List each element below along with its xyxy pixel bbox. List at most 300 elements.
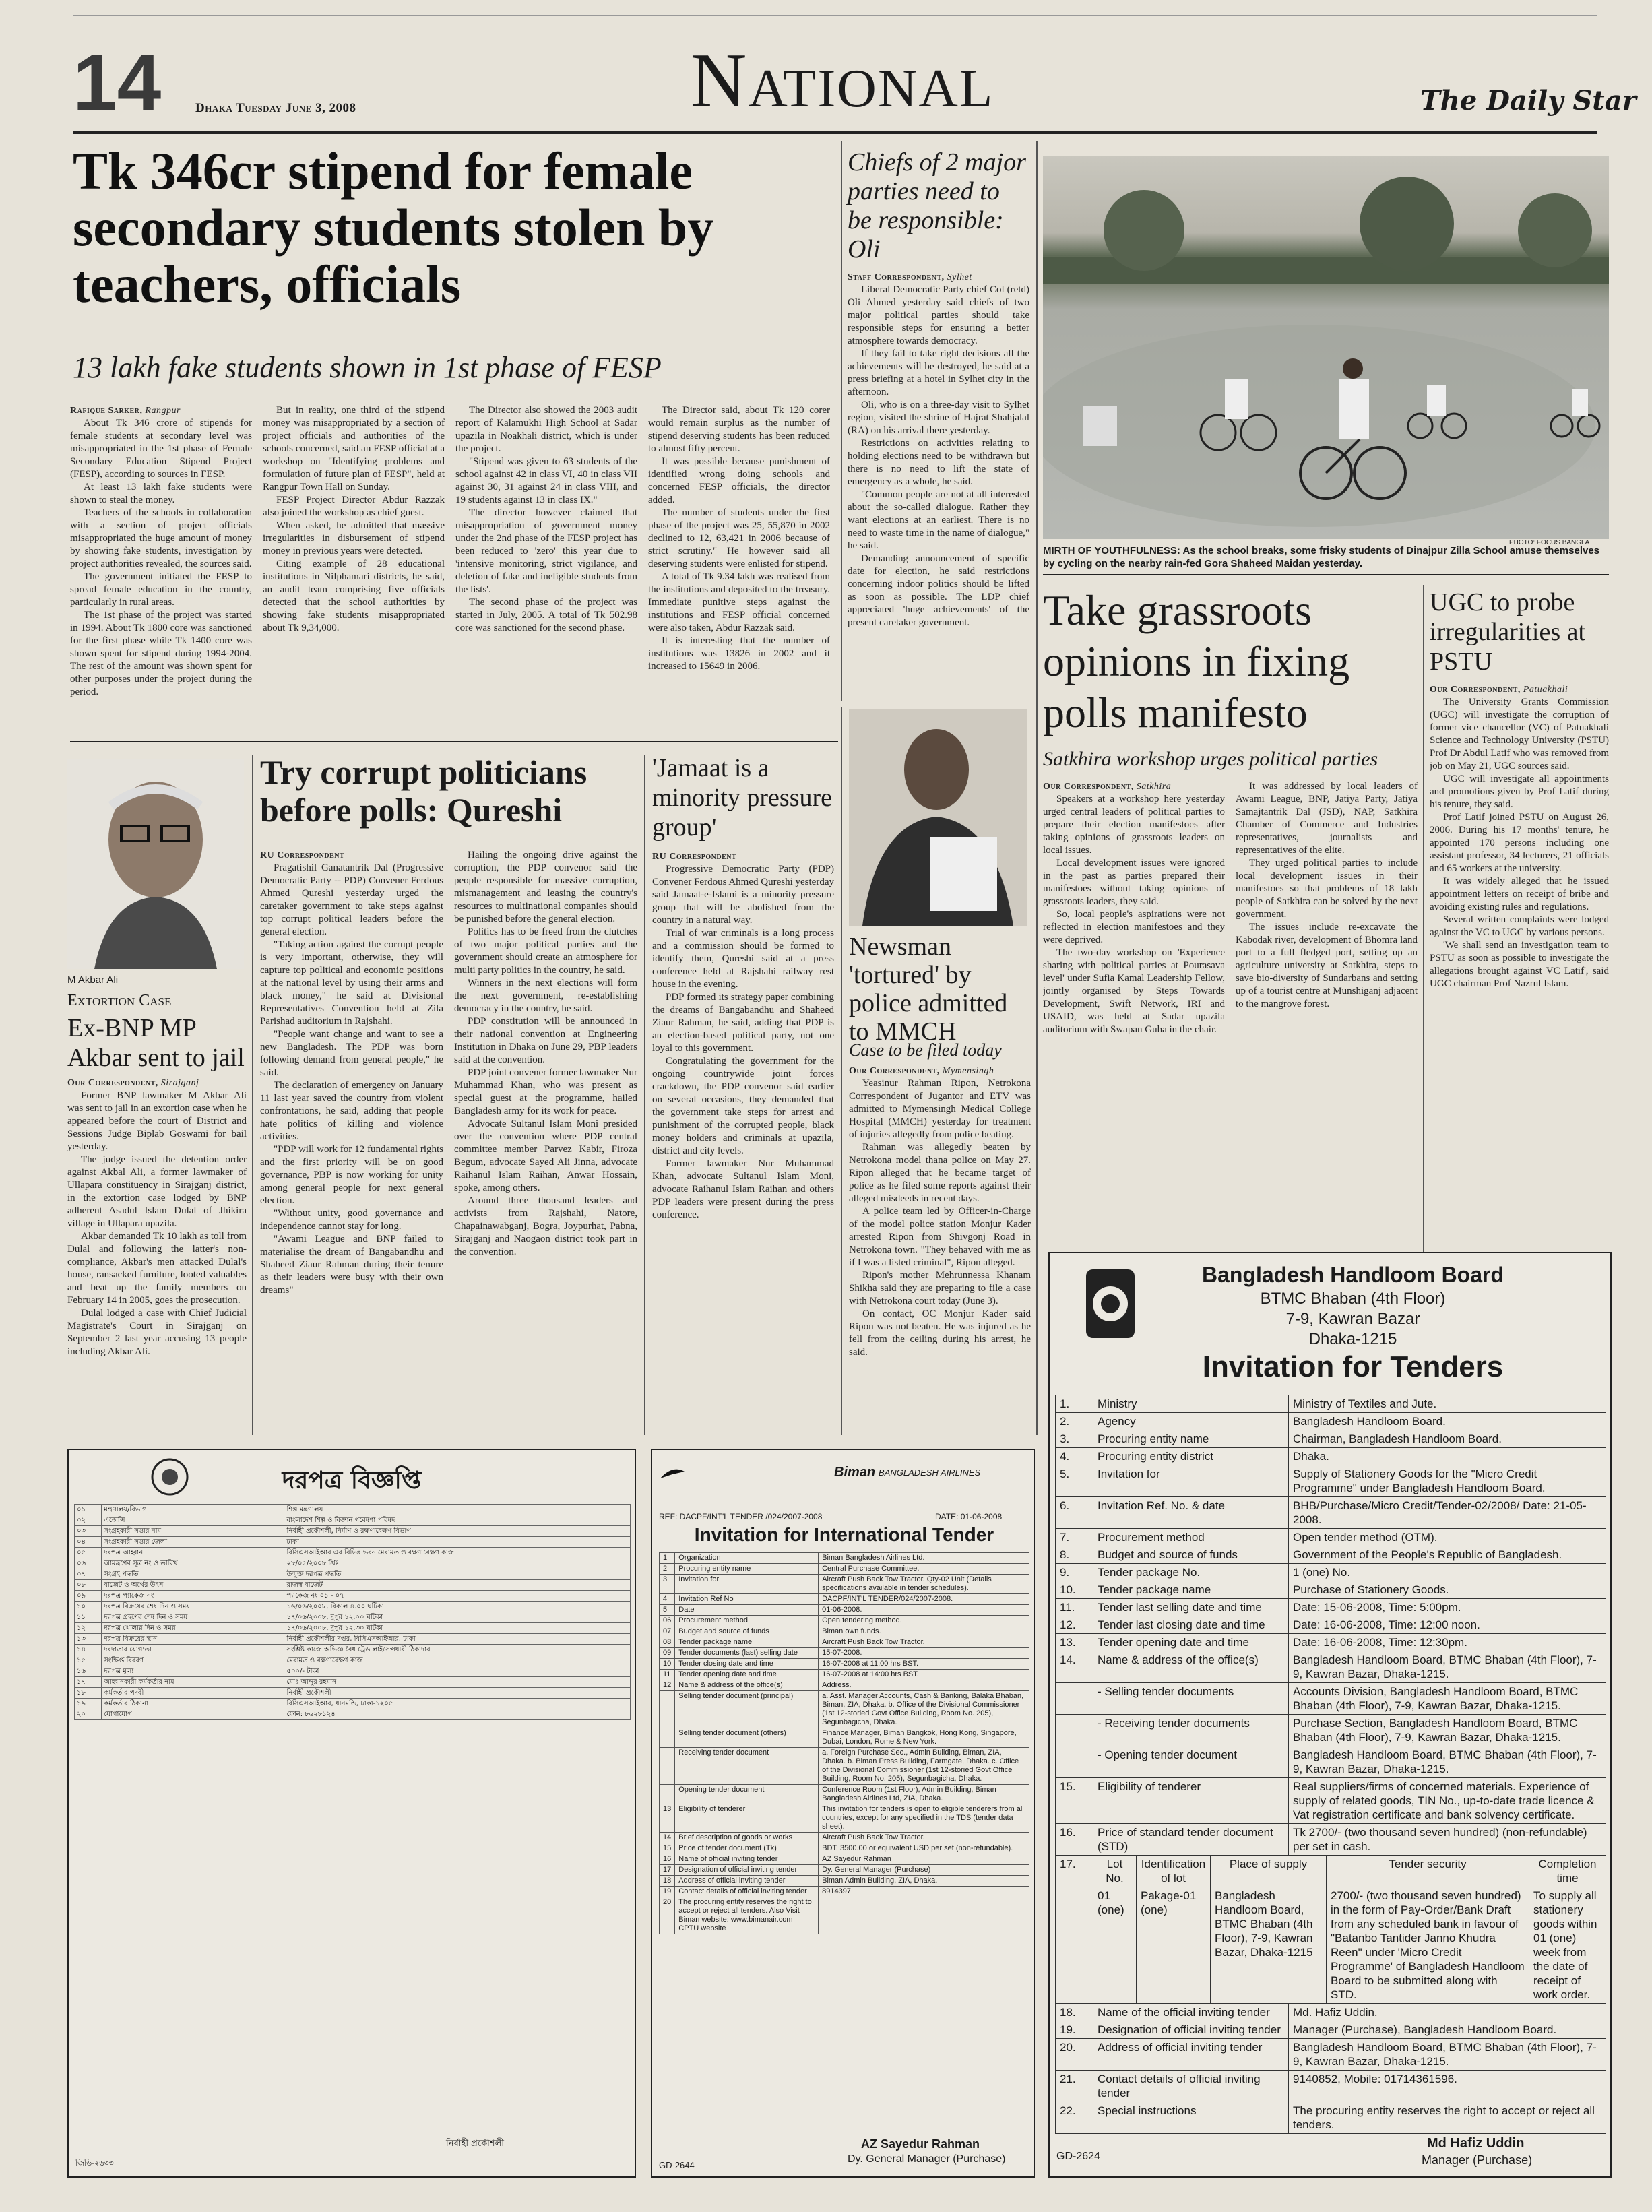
lot-cell: To supply all stationery goods within 01 (one) week from the date of receipt of work order. [1529, 1887, 1606, 2004]
para: PDP joint convener former lawmaker Nur Muhammad Khan, who was present as special guest at the programme, hailed Bangladesh army for its work for peace. [454, 1067, 637, 1116]
table-row [75, 1591, 631, 1602]
table-row [660, 1887, 1029, 1897]
table-cell: ১৫ [75, 1655, 102, 1666]
bhb-code: GD-2624 [1056, 2151, 1100, 2162]
para: The 1st phase of the project was started in 1994. About Tk 1800 core was sanctioned for the first phase while Tk 1400 core was shown spent for stipend during 1994-2004. The rest of the amount was shown spent for other purposes under the project during the period. [70, 610, 252, 697]
table-cell: Invitation Ref. No. & date [1093, 1497, 1289, 1529]
table-cell: সংগ্রহ পদ্ধতি [102, 1569, 284, 1580]
table-cell: মেরামত ও রক্ষণাবেক্ষণ কাজ [284, 1655, 631, 1666]
para: Speakers at a workshop here yesterday urged central leaders of political parties to prepare their election manifestoes after taking opinions of grassroots leaders on local issues. [1043, 794, 1225, 856]
bhb-addr-2: 7-9, Kawran Bazar [1285, 1310, 1420, 1328]
akbar-kicker: Extortion Case [67, 992, 172, 1009]
table-cell: Ministry [1093, 1395, 1289, 1413]
table-cell: ১২ [75, 1623, 102, 1634]
table-cell [660, 1785, 675, 1804]
biman-brand: Biman [834, 1465, 876, 1480]
para: Rahman was allegedly beaten by Netrokona model thana police on May 27. Ripon alleged that he became target of police as he filed some reports against their alleged misdeeds in recent days. [849, 1142, 1031, 1204]
table-cell: 8914397 [819, 1887, 1029, 1897]
para: But in reality, one third of the stipend money was misappropriated by a section of project officials and authorities of the schools concerned, said an FESP official at a workshop on "Identifying problems and formulation of future plan of FESP", held at Rangpur Town Hall on Sunday. [263, 405, 445, 493]
table-cell: Purchase of Stationery Goods. [1289, 1581, 1606, 1599]
table-cell: - Opening tender document [1093, 1746, 1289, 1778]
lead-col-2 [263, 404, 445, 728]
table-row [75, 1645, 631, 1655]
table-row [660, 1897, 1029, 1934]
grassroots-col-2 [1236, 780, 1418, 1225]
table-cell: Date: 16-06-2008, Time: 12:30pm. [1289, 1634, 1606, 1651]
table-cell: Bangladesh Handloom Board, BTMC Bhaban (4th Floor), 7-9, Kawran Bazar, Dhaka-1215. [1289, 2039, 1606, 2071]
table-cell: Name & address of the office(s) [1093, 1651, 1289, 1683]
para: Politics has to be freed from the clutches of two major political parties and the government should create an atmosphere for multi party politics in the country, he said. [454, 926, 637, 976]
bhb-table [1055, 1395, 1606, 1856]
lot-head: Tender security [1327, 1856, 1529, 1887]
table-cell: 08 [660, 1637, 675, 1648]
bhb-title: Invitation for Tenders [1202, 1350, 1504, 1383]
table-cell: ০৫ [75, 1548, 102, 1558]
rule [1043, 574, 1609, 575]
table-cell: 16-07-2008 at 14:00 hrs BST. [819, 1670, 1029, 1680]
bhb-addr-1: BTMC Bhaban (4th Floor) [1260, 1290, 1446, 1308]
table-cell: - Selling tender documents [1093, 1683, 1289, 1715]
table-cell: 12 [660, 1680, 675, 1691]
table-row [660, 1833, 1029, 1843]
table-cell: ১৬ [75, 1666, 102, 1677]
para: A police team led by Officer-in-Charge of the model police station Monjur Kader arrested Ripon from Shivgonj Road in Netrokona town. "They behaved with me as if I was a listed criminal", Ripon alleged. [849, 1206, 1031, 1268]
para: Teachers of the schools in collaboration with a section of project officials misappropriated the huge amount of money by showing fake students, investigation by project authorities revealed, the sources said. [70, 507, 252, 569]
akbar-portrait [67, 759, 244, 969]
table-row [660, 1648, 1029, 1659]
table-cell: Selling tender document (principal) [675, 1691, 819, 1728]
table-cell: 20 [660, 1897, 675, 1934]
table-row [75, 1580, 631, 1591]
table-cell: বিসিএসআইআর এর বিভিন্ন ভবন মেরামত ও রক্ষণাবেক্ষণ কাজ [284, 1548, 631, 1558]
table-row [660, 1785, 1029, 1804]
table-cell: 1 (one) No. [1289, 1564, 1606, 1581]
table-row [1056, 1497, 1606, 1529]
table-cell: কর্মকর্তার পদবী [102, 1688, 284, 1699]
table-row [660, 1876, 1029, 1887]
table-cell: Chairman, Bangladesh Handloom Board. [1289, 1430, 1606, 1448]
cycling-photo-svg [1043, 156, 1609, 539]
table-cell: 15-07-2008. [819, 1648, 1029, 1659]
table-cell: AZ Sayedur Rahman [819, 1854, 1029, 1865]
table-cell: Brief description of goods or works [675, 1833, 819, 1843]
table-row [660, 1854, 1029, 1865]
table-cell: 11. [1056, 1599, 1093, 1616]
divider [841, 707, 842, 1435]
table-row [660, 1626, 1029, 1637]
biman-brand-2: BANGLADESH AIRLINES [879, 1467, 981, 1478]
divider [252, 755, 253, 1435]
para: "Without unity, good governance and independence cannot stay for long. [260, 1208, 443, 1232]
para: It was possible because punishment of identified wrong doing schools and concerned FESP officials, the director added. [648, 456, 830, 505]
table-row [1056, 1395, 1606, 1413]
table-cell [660, 1748, 675, 1785]
table-cell: দরদাতার যোগ্যতা [102, 1645, 284, 1655]
table-cell: 09 [660, 1648, 675, 1659]
table-cell: দরপত্র প্যাকেজ নং [102, 1591, 284, 1602]
divider [1036, 141, 1038, 1435]
dateline: Dhaka Tuesday June 3, 2008 [195, 101, 356, 115]
table-cell: ঢাকা [284, 1537, 631, 1548]
table-cell: ০৭ [75, 1569, 102, 1580]
akbar-byline: Our Correspondent, [67, 1078, 158, 1088]
para: Former lawmaker Nur Muhammad Khan, advocate Sultanul Islam Moni, advocate Raihanul Islam Raihan and others PDP leaders were present during the press conference. [652, 1158, 834, 1220]
table-cell: ১১ [75, 1612, 102, 1623]
table-row [660, 1748, 1029, 1785]
akbar-col [67, 1077, 247, 1434]
table-cell: Conference Room (1st Floor), Admin Building, Biman Bangladesh Airlines Ltd, ZIA, Dhaka. [819, 1785, 1029, 1804]
table-cell: নির্বাহী প্রকৌশলী [284, 1688, 631, 1699]
table-cell: Tender opening date and time [675, 1670, 819, 1680]
table-cell: এজেন্সি [102, 1515, 284, 1526]
table-row [1056, 1430, 1606, 1448]
table-cell: Biman Bangladesh Airlines Ltd. [819, 1553, 1029, 1564]
para: The judge issued the detention order against Akbal Ali, a former lawmaker of Ullapara constituency in Sirajganj district, in the extortion case lodged by BNP adherent Asadul Islam Dulal of Jhikira village in Ullapara upazila. [67, 1154, 247, 1229]
lot-cell: Pakage-01 (one) [1137, 1887, 1211, 2004]
table-row [1056, 2039, 1606, 2071]
table-row [660, 1616, 1029, 1626]
table-cell: Name of the official inviting tender [1093, 2004, 1289, 2021]
table-cell: 07 [660, 1626, 675, 1637]
grassroots-place: Satkhira [1136, 782, 1172, 792]
table-cell: Eligibility of tenderer [1093, 1778, 1289, 1824]
table-cell: দরপত্র বিক্রয়ের স্থান [102, 1634, 284, 1645]
table-row [75, 1548, 631, 1558]
lot-cell: 2700/- (two thousand seven hundred) in the form of Pay-Order/Bank Draft from any scheduled bank in favour of "Batanbo Tantider Janno Khudra Reen" under 'Micro Credit Programme' of Bangladesh Handloom Board to be submitted along with STD. [1327, 1887, 1529, 2004]
table-cell: Finance Manager, Biman Bangkok, Hong Kong, Singapore, Dubai, London, Rome & New York. [819, 1728, 1029, 1748]
table-cell: Budget and source of funds [1093, 1546, 1289, 1564]
table-cell: Address. [819, 1680, 1029, 1691]
page-number: 14 [73, 38, 162, 127]
table-cell: 9140852, Mobile: 01714361596. [1289, 2071, 1606, 2102]
para: When asked, he admitted that massive irregularities in disbursement of stipend money in previous years were detected. [263, 520, 445, 557]
qureshi-col-1 [260, 849, 443, 1435]
para: Akbar demanded Tk 10 lakh as toll from Dulal and following the latter's non-compliance, Akbar's men attacked Dulal's house, ransacked furniture, looted valuables and beat up the family members on February 14 in 2005, goes the prosecution. [67, 1231, 247, 1306]
table-cell: 2. [1056, 1413, 1093, 1430]
qureshi-col-2 [454, 849, 637, 1435]
table-cell: Designation of official inviting tender [1093, 2021, 1289, 2039]
jamaat-col [652, 850, 834, 1435]
ugc-byline: Our Correspondent, [1430, 685, 1521, 695]
table-cell: 22. [1056, 2102, 1093, 2134]
bhb-addr-3: Dhaka-1215 [1308, 1330, 1397, 1348]
table-row [1056, 2004, 1606, 2021]
table-cell: 2 [660, 1564, 675, 1575]
table-cell: মোঃ আব্দুর রহমান [284, 1677, 631, 1688]
table-cell: দরপত্র বিক্রয়ের শেষ দিন ও সময় [102, 1602, 284, 1612]
table-cell: ১৪ [75, 1645, 102, 1655]
table-cell: 10 [660, 1659, 675, 1670]
para: The Director said, about Tk 120 corer would remain surplus as the number of stipend deserving students has been reduced to almost fifty percent. [648, 405, 830, 454]
biman-ref: REF: DACPF/INT'L TENDER /024/2007-2008 [659, 1512, 823, 1521]
lot-head: Identification of lot [1137, 1856, 1211, 1887]
table-cell [1056, 1683, 1093, 1715]
table-cell: Bangladesh Handloom Board, BTMC Bhaban (4th Floor), 7-9, Kawran Bazar, Dhaka-1215. [1289, 1651, 1606, 1683]
biman-tender-table [659, 1552, 1029, 1934]
table-cell: 16-07-2008 at 11:00 hrs BST. [819, 1659, 1029, 1670]
table-cell: সংগ্রহকারী সত্তার জেলা [102, 1537, 284, 1548]
table-cell [819, 1897, 1029, 1934]
table-row [1056, 2102, 1606, 2134]
jamaat-headline: 'Jamaat is a minority pressure group' [652, 754, 833, 842]
table-cell: Price of tender document (Tk) [675, 1843, 819, 1854]
para: Advocate Sultanul Islam Moni presided over the convention where PDP central committee member Parvez Kabir, Firoza Begum, advocate Sayed Ali Jinna, advocate Raihanul Islam Raihan, Anwar Hossain, spoke, among others. [454, 1118, 637, 1193]
table-cell: Budget and source of funds [675, 1626, 819, 1637]
table-cell: ২০ [75, 1709, 102, 1720]
table-row [660, 1605, 1029, 1616]
bangla-code: জিডি-২৬৩৩ [75, 2159, 114, 2168]
table-cell: বাংলাদেশ শিল্প ও বিজ্ঞান গবেষণা পরিষদ [284, 1515, 631, 1526]
biman-code: GD-2644 [659, 2160, 695, 2170]
table-row [660, 1865, 1029, 1876]
table-cell: দরপত্র আহ্বান [102, 1548, 284, 1558]
table-cell: ১৯ [75, 1699, 102, 1709]
table-cell: ০১ [75, 1505, 102, 1515]
table-cell: Manager (Purchase), Bangladesh Handloom Board. [1289, 2021, 1606, 2039]
table-row [1056, 1651, 1606, 1683]
biman-date: DATE: 01-06-2008 [935, 1512, 1003, 1521]
biman-sign-desig: Dy. General Manager (Purchase) [848, 2153, 1006, 2165]
para: "People want change and want to see a new Bangladesh. The PDP was born following demand from general people," he said. [260, 1029, 443, 1078]
para: The declaration of emergency on January 11 last year saved the country from violent confrontations, he said, adding that people hate politics of killing and violence activities. [260, 1080, 443, 1142]
para: The director however claimed that misappropriation of government money under the 2nd phase of the FESP project has been reduced to 'zero' this year due to 'intensive monitoring, strict vigilance, and deletion of fake and ineligible students from the lists'. [455, 507, 637, 595]
para: The two-day workshop on 'Experience sharing with political parties at Pourasava level' under Sufia Kamal Leadership Fellow, jointly organised by Steps Towards Development, Swift Network, IRI and USAID, was held at Sadar upazila auditorium with Swapan Guha in the chair. [1043, 947, 1225, 1035]
table-cell: কর্মকর্তার ঠিকানা [102, 1699, 284, 1709]
table-cell: Tender package No. [1093, 1564, 1289, 1581]
lot-cell: 01 (one) [1093, 1887, 1137, 2004]
table-cell: 19. [1056, 2021, 1093, 2039]
table-row [1056, 1746, 1606, 1778]
table-cell: 20. [1056, 2039, 1093, 2071]
cyclist-figure [1083, 406, 1117, 446]
lead-col-4 [648, 404, 830, 728]
table-cell: নির্বাহী প্রকৌশলী, নির্মাণ ও রক্ষণাবেক্ষণ বিভাগ [284, 1526, 631, 1537]
table-cell: ২৮/০৫/২০০৮ খ্রিঃ [284, 1558, 631, 1569]
table-cell: দরপত্র গ্রহণের শেষ দিন ও সময় [102, 1612, 284, 1623]
para: Hailing the ongoing drive against the corruption, the PDP convenor said the people responsible for massive corruption, mismanagement and leasing the country's resources to multinational companies should be punished before the general election. [454, 850, 637, 924]
para: On contact, OC Monjur Kader said Ripon was not beaten. He was injured as he fell from the ceiling during his arrest, he said. [849, 1308, 1031, 1358]
para: If they fail to take right decisions all the achievements will be destroyed, he said at a press briefing at a hotel in Sylhet city in the afternoon. [848, 348, 1029, 398]
table-cell: 1 [660, 1553, 675, 1564]
newsman-photo [849, 709, 1027, 926]
table-cell: Procuring entity name [1093, 1430, 1289, 1448]
table-cell: 14. [1056, 1651, 1093, 1683]
bangla-tender-table [74, 1504, 631, 1720]
table-row [75, 1505, 631, 1515]
para: Pragatishil Ganatantrik Dal (Progressive Democratic Party -- PDP) Convener Ferdous Ahmed Qureshi yesterday urged the caretaker government to take steps against top corrupt political leaders before the general election. [260, 862, 443, 937]
table-cell: Bangladesh Handloom Board, BTMC Bhaban (4th Floor), 7-9, Kawran Bazar, Dhaka-1215. [1289, 1746, 1606, 1778]
table-row [75, 1558, 631, 1569]
cyclist-figure [1572, 389, 1588, 416]
para: Trial of war criminals is a long process and a commission should be formed to identify them, Qureshi said at a press conference held at Rajshahi railway rest house in the evening. [652, 928, 834, 990]
para: Prof Latif joined PSTU on August 26, 2006. During his 17 months' tenure, he appointed 170 persons including one assistant professor, 34 lecturers, 21 officials and 65 workers at the university. [1430, 812, 1609, 874]
table-row [1056, 1634, 1606, 1651]
para: The Director also showed the 2003 audit report of Kalamukhi High School at Sadar upazila in Noakhali district, which is under the project. [455, 405, 637, 454]
lot-head: Completion time [1529, 1856, 1606, 1887]
table-cell: নির্বাহী প্রকৌশলীর দপ্তর, বিসিএসআইআর, ঢাকা [284, 1634, 631, 1645]
table-cell: ১৮ [75, 1688, 102, 1699]
table-cell: 13 [660, 1804, 675, 1833]
table-cell: Contact details of official inviting tender [1093, 2071, 1289, 2102]
table-cell [1056, 1746, 1093, 1778]
table-row [75, 1655, 631, 1666]
para: Liberal Democratic Party chief Col (retd) Oli Ahmed yesterday said chiefs of two major political parties should take responsible steps for ensuring a better atmosphere towards democracy. [848, 284, 1029, 346]
table-cell: 7. [1056, 1529, 1093, 1546]
cyclist-figure [1339, 379, 1369, 439]
table-cell: Special instructions [1093, 2102, 1289, 2134]
table-cell: Biman Admin Building, ZIA, Dhaka. [819, 1876, 1029, 1887]
table-cell: Procuring entity district [1093, 1448, 1289, 1465]
table-cell: Supply of Stationery Goods for the "Micro Credit Programme" under Bangladesh Handloom Board. [1289, 1465, 1606, 1497]
bhb-sign-name: Md Hafiz Uddin [1427, 2136, 1525, 2151]
table-row [660, 1680, 1029, 1691]
bhb-table-2 [1055, 2003, 1606, 2134]
para: Oli, who is on a three-day visit to Sylhet region, visited the shrine of Hajrat Shahjalal (RA) on his arrival there yesterday. [848, 400, 1029, 436]
table-cell: 8. [1056, 1546, 1093, 1564]
table-cell: ৫০০/- টাকা [284, 1666, 631, 1677]
table-cell: The procuring entity reserves the right to accept or reject all tenders. Also Visit Biman website: www.bimanair.com CPTU website [675, 1897, 819, 1934]
table-cell: a. Foreign Purchase Sec., Admin Building, Biman, ZIA, Dhaka. b. Biman Press Building, Farmgate, Dhaka. c. Office of the Divisional Commissioner (1st 12-storied Govt Office Building, Room No. 205), Segunbagicha, Dhaka. [819, 1748, 1029, 1785]
para: UGC will investigate all appointments and promotions given by Prof Latif during his tenure, they said. [1430, 773, 1609, 810]
table-row [1056, 1564, 1606, 1581]
table-cell: যোগাযোগ [102, 1709, 284, 1720]
table-cell: ১৭/০৬/২০০৮, দুপুর ১২.০০ ঘটিকা [284, 1612, 631, 1623]
table-cell: 14 [660, 1833, 675, 1843]
oli-col [848, 271, 1029, 702]
oli-place: Sylhet [947, 272, 972, 282]
table-cell: 18. [1056, 2004, 1093, 2021]
table-cell: 3. [1056, 1430, 1093, 1448]
lot-cell: Bangladesh Handloom Board, BTMC Bhaban (4th Floor), 7-9, Kawran Bazar, Dhaka-1215 [1211, 1887, 1327, 2004]
newsman-headline: Newsman 'tortured' by police admitted to MMCH [849, 933, 1008, 1046]
table-cell [660, 1728, 675, 1748]
table-cell: Accounts Division, Bangladesh Handloom Board, BTMC Bhaban (4th Floor), 7-9, Kawran Bazar, Dhaka-1215. [1289, 1683, 1606, 1715]
para: Around three thousand leaders and activists from Rajshahi, Natore, Chapainawabganj, Bogra, Joypurhat, Pabna, Sirajganj and Naogaon district took part in the convention. [454, 1195, 637, 1257]
table-row [660, 1575, 1029, 1594]
table-cell [1056, 1715, 1093, 1746]
top-thin-rule [73, 15, 1597, 16]
table-cell: দরপত্র খোলার দিন ও সময় [102, 1623, 284, 1634]
ugc-place: Patuakhali [1523, 685, 1568, 695]
table-cell: 9. [1056, 1564, 1093, 1581]
table-row [1056, 1448, 1606, 1465]
table-cell: The procuring entity reserves the right to accept or reject all tenders. [1289, 2102, 1606, 2134]
table-cell: Contact details of official inviting tender [675, 1887, 819, 1897]
table-row [660, 1728, 1029, 1748]
para: About Tk 346 crore of stipends for female students at secondary level was misappropriated in the 1st phase of Female Secondary Education Stipend Project (FESP), according to sources in FESP. [70, 418, 252, 480]
newsman-place: Mymensingh [942, 1066, 994, 1076]
table-row [660, 1804, 1029, 1833]
table-cell: Open tendering method. [819, 1616, 1029, 1626]
table-cell: Dy. General Manager (Purchase) [819, 1865, 1029, 1876]
lead-byline: Rafique Sarker, [70, 406, 143, 416]
table-row [1056, 1465, 1606, 1497]
top-rule [73, 131, 1597, 134]
akbar-portrait-svg [67, 759, 244, 969]
table-cell: Tender documents (last) selling date [675, 1648, 819, 1659]
table-row [75, 1526, 631, 1537]
table-cell: সংগ্রহকারী সত্তার নাম [102, 1526, 284, 1537]
table-cell: 3 [660, 1575, 675, 1594]
table-cell: 15. [1056, 1778, 1093, 1824]
para: PDP formed its strategy paper combining the dreams of Bangabandhu and Shaheed Ziaur Rahman, he said, adding that PDP is an election-based political party, not one loyal to this government. [652, 992, 834, 1054]
table-cell: 16. [1056, 1824, 1093, 1856]
table-cell: সংশ্লিষ্ট কাজে অভিজ্ঞ বৈধ ট্রেড লাইসেন্সধারী ঠিকাদার [284, 1645, 631, 1655]
table-cell: বিসিএসআইআর, ধানমন্ডি, ঢাকা-১২০৫ [284, 1699, 631, 1709]
photo-credit: PHOTO: FOCUS BANGLA [1509, 539, 1590, 546]
table-cell: শিল্প মন্ত্রণালয় [284, 1505, 631, 1515]
divider [644, 755, 645, 1435]
table-cell: Tk 2700/- (two thousand seven hundred) (non-refundable) per set in cash. [1289, 1824, 1606, 1856]
qureshi-headline: Try corrupt politicians before polls: Qureshi [260, 753, 587, 829]
biman-title: Invitation for International Tender [694, 1524, 994, 1545]
ugc-headline: UGC to probe irregularities at PSTU [1430, 588, 1586, 676]
para: The government initiated the FESP to spread female education in the country, particularly in rural areas. [70, 571, 252, 608]
table-cell: - Receiving tender documents [1093, 1715, 1289, 1746]
para: "Taking action against the corrupt people is very important, otherwise, they will capture top political and economic positions at the national level by using their arms and black money," he said at Divisional Representatives Convention held at Zila Parishad auditorium in Rajshahi. [260, 939, 443, 1027]
table-cell: 1. [1056, 1395, 1093, 1413]
paper-logo: The Daily Star [1420, 85, 1637, 117]
table-cell: Price of standard tender document (STD) [1093, 1824, 1289, 1856]
table-row [75, 1634, 631, 1645]
table-cell: 19 [660, 1887, 675, 1897]
table-row [75, 1699, 631, 1709]
table-cell: Invitation for [675, 1575, 819, 1594]
table-cell: ০৪ [75, 1537, 102, 1548]
table-row [75, 1666, 631, 1677]
table-cell: 11 [660, 1670, 675, 1680]
grassroots-byline: Our Correspondent, [1043, 782, 1134, 792]
para: So, local people's aspirations were not reflected in election manifestoes and they were deprived. [1043, 909, 1225, 945]
table-cell: 01-06-2008. [819, 1605, 1029, 1616]
table-cell: 06 [660, 1616, 675, 1626]
table-cell: 6. [1056, 1497, 1093, 1529]
table-row [660, 1659, 1029, 1670]
table-cell: ১০ [75, 1602, 102, 1612]
table-cell: Address of official inviting tender [675, 1876, 819, 1887]
table-row [660, 1843, 1029, 1854]
table-cell: Aircraft Push Back Tow Tractor. Qty-02 Unit (Details specifications available in tender schedules). [819, 1575, 1029, 1594]
qureshi-byline: RU Correspondent [260, 850, 345, 860]
para: Demanding announcement of specific date for election, he said restrictions concerning indoor politics should be lifted as soon as possible. The LDP chief appreciated 'huge achievements' of the present caretaker government. [848, 553, 1029, 628]
oli-headline: Chiefs of 2 major parties need to be responsible: Oli [848, 148, 1026, 263]
table-cell: 12. [1056, 1616, 1093, 1634]
table-cell: আমন্ত্রণের সূত্র নং ও তারিখ [102, 1558, 284, 1569]
table-cell: Tender package name [1093, 1581, 1289, 1599]
table-cell: Biman own funds. [819, 1626, 1029, 1637]
table-row [1056, 1599, 1606, 1616]
table-cell: উন্মুক্ত দরপত্র পদ্ধতি [284, 1569, 631, 1580]
table-row [1056, 2021, 1606, 2039]
table-cell: Tender closing date and time [675, 1659, 819, 1670]
para: The number of students under the first phase of the project was 25, 55,870 in 2002 declined to 12, 63,421 in 2006 because of strict scrutiny." He however said all deserving students were enlisted for stipend. [648, 507, 830, 569]
table-cell: Tender opening date and time [1093, 1634, 1289, 1651]
table-cell: ০৯ [75, 1591, 102, 1602]
para: Yeasinur Rahman Ripon, Netrokona Correspondent of Jugantor and ETV was admitted to Mymensingh Medical College Hospital (MMCH) yesterday for treatment of injuries allegedly from police beating. [849, 1078, 1031, 1140]
table-cell: ১৩ [75, 1634, 102, 1645]
para: At least 13 lakh fake students were shown to steal the money. [70, 482, 252, 505]
table-cell: Name of official inviting tender [675, 1854, 819, 1865]
table-row [1056, 1887, 1606, 2004]
lead-place: Rangpur [145, 406, 181, 416]
table-cell: 15 [660, 1843, 675, 1854]
para: Citing example of 28 educational institutions in Nilphamari districts, he said, an audit team comprising five officials detected that the school authorities by showing fake students misappropriated about Tk 9,34,000. [263, 559, 445, 633]
table-row [75, 1537, 631, 1548]
akbar-headline-1: Ex-BNP MP [67, 1014, 197, 1042]
table-cell: Ministry of Textiles and Jute. [1289, 1395, 1606, 1413]
bangla-tender-ad [67, 1449, 636, 2178]
table-row [75, 1569, 631, 1580]
